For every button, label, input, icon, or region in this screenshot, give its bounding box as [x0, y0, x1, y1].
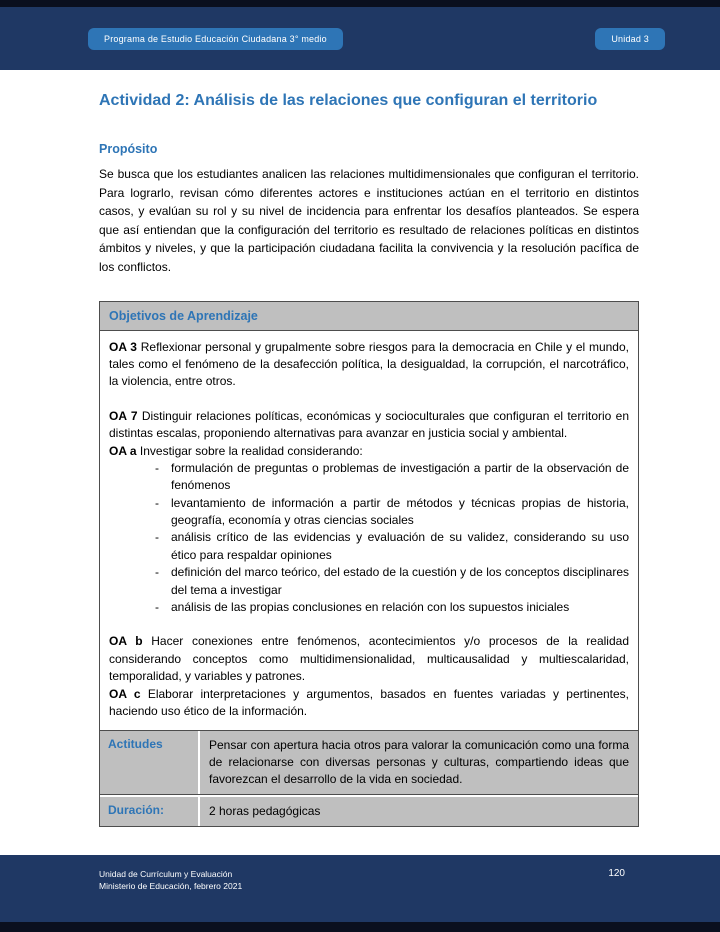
- duracion-text: 2 horas pedagógicas: [200, 795, 638, 826]
- footer-org: [99, 868, 242, 893]
- oaa-text: Investigar sobre la realidad considerando:: [139, 443, 363, 458]
- bullet-item: - definición del marco teórico, del estado de la cuestión y de los conceptos disciplinares del tema a investigar: [155, 564, 629, 599]
- oa3-label: OA 3: [109, 339, 137, 354]
- objetivos-table: [99, 301, 639, 827]
- oac-text: Elaborar interpretaciones y argumentos, basados en fuentes variadas y pertinentes, haciendo uso ético de la información.: [109, 686, 630, 718]
- unit-badge: Unidad 3: [595, 28, 665, 50]
- bullet-item: - análisis crítico de las evidencias y evaluación de su validez, considerando su uso ético para respaldar opiniones: [155, 529, 629, 564]
- activity-title: Actividad 2: Análisis de las relaciones que configuran el territorio: [99, 92, 598, 109]
- bullet-item: - levantamiento de información a partir de métodos y técnicas propias de historia, geografía, economía y otras ciencias sociales: [155, 495, 629, 530]
- footer-org-line2: Ministerio de Educación, febrero 2021: [99, 881, 243, 892]
- actitudes-text: Pensar con apertura hacia otros para valorar la comunicación como una forma de relacionarse con diversas personas y culturas, compartiendo ideas que favorezcan el desarrollo de la vida en sociedad.: [209, 738, 629, 786]
- duracion-label: Duración:: [100, 795, 200, 826]
- oa3-text: Reflexionar personal y grupalmente sobre riesgos para la democracia en Chile y el mundo, tales como el fenómeno de la desafección política, la desigualdad, la corrupción, el narcotráfico, la violencia, entre otros.: [109, 339, 629, 389]
- oac-paragraph: [109, 686, 629, 721]
- header-bar: [0, 0, 720, 70]
- bullet-item: - análisis de las propias conclusiones en relación con los supuestos iniciales: [155, 599, 629, 616]
- duracion-row: [99, 795, 639, 827]
- page-content: [0, 70, 720, 855]
- oaa-bullet-list: [155, 460, 629, 617]
- actitudes-label: Actitudes: [100, 731, 200, 793]
- oa7-label: OA 7: [109, 408, 138, 423]
- bullet-item: - formulación de preguntas o problemas de investigación a partir de la observación de fenómenos: [155, 460, 629, 495]
- oaa-paragraph: [109, 443, 629, 460]
- oab-label: OA b: [109, 634, 143, 649]
- oa7-paragraph: [109, 408, 629, 443]
- page-number: 120: [608, 868, 625, 879]
- actitudes-row: [99, 731, 639, 794]
- oac-label: OA c: [109, 686, 141, 701]
- oab-paragraph: [109, 633, 629, 685]
- program-badge: Programa de Estudio Educación Ciudadana 3° medio: [88, 28, 343, 50]
- oa3-paragraph: [109, 339, 629, 391]
- oa-table-header: Objetivos de Aprendizaje: [99, 301, 639, 330]
- proposito-heading: Propósito: [99, 142, 158, 156]
- oaa-label: OA a: [109, 443, 137, 458]
- footer-bar: [0, 855, 720, 932]
- oa-table-body: [99, 330, 639, 732]
- oab-text: Hacer conexiones entre fenómenos, acontecimientos y/o procesos de la realidad considerando conceptos como multidimensionalidad, multicausalidad y multiescalaridad, temporalidad, y variables y patrones.: [109, 634, 629, 684]
- footer-org-line1: Unidad de Currículum y Evaluación: [99, 869, 233, 879]
- oa7-text: Distinguir relaciones políticas, económicas y socioculturales que configuran el territorio en distintas escalas, proponiendo alternativas para avanzar en justicia social y ambiental.: [109, 408, 629, 441]
- proposito-paragraph: Se busca que los estudiantes analicen las relaciones multidimensionales que configuran el territorio. Para lograrlo, revisan cómo diferentes actores e instituciones actúan en el territorio en distintos casos, y evalúan su rol y su nivel de incidencia para enfrentar los desafíos planteados. Se espera que así entiendan que la configuración del territorio es resultado de relaciones políticas en distintos ámbitos y niveles, y que la participación ciudadana facilita la convivencia y la resolución pacífica de los conflictos.: [99, 167, 639, 274]
